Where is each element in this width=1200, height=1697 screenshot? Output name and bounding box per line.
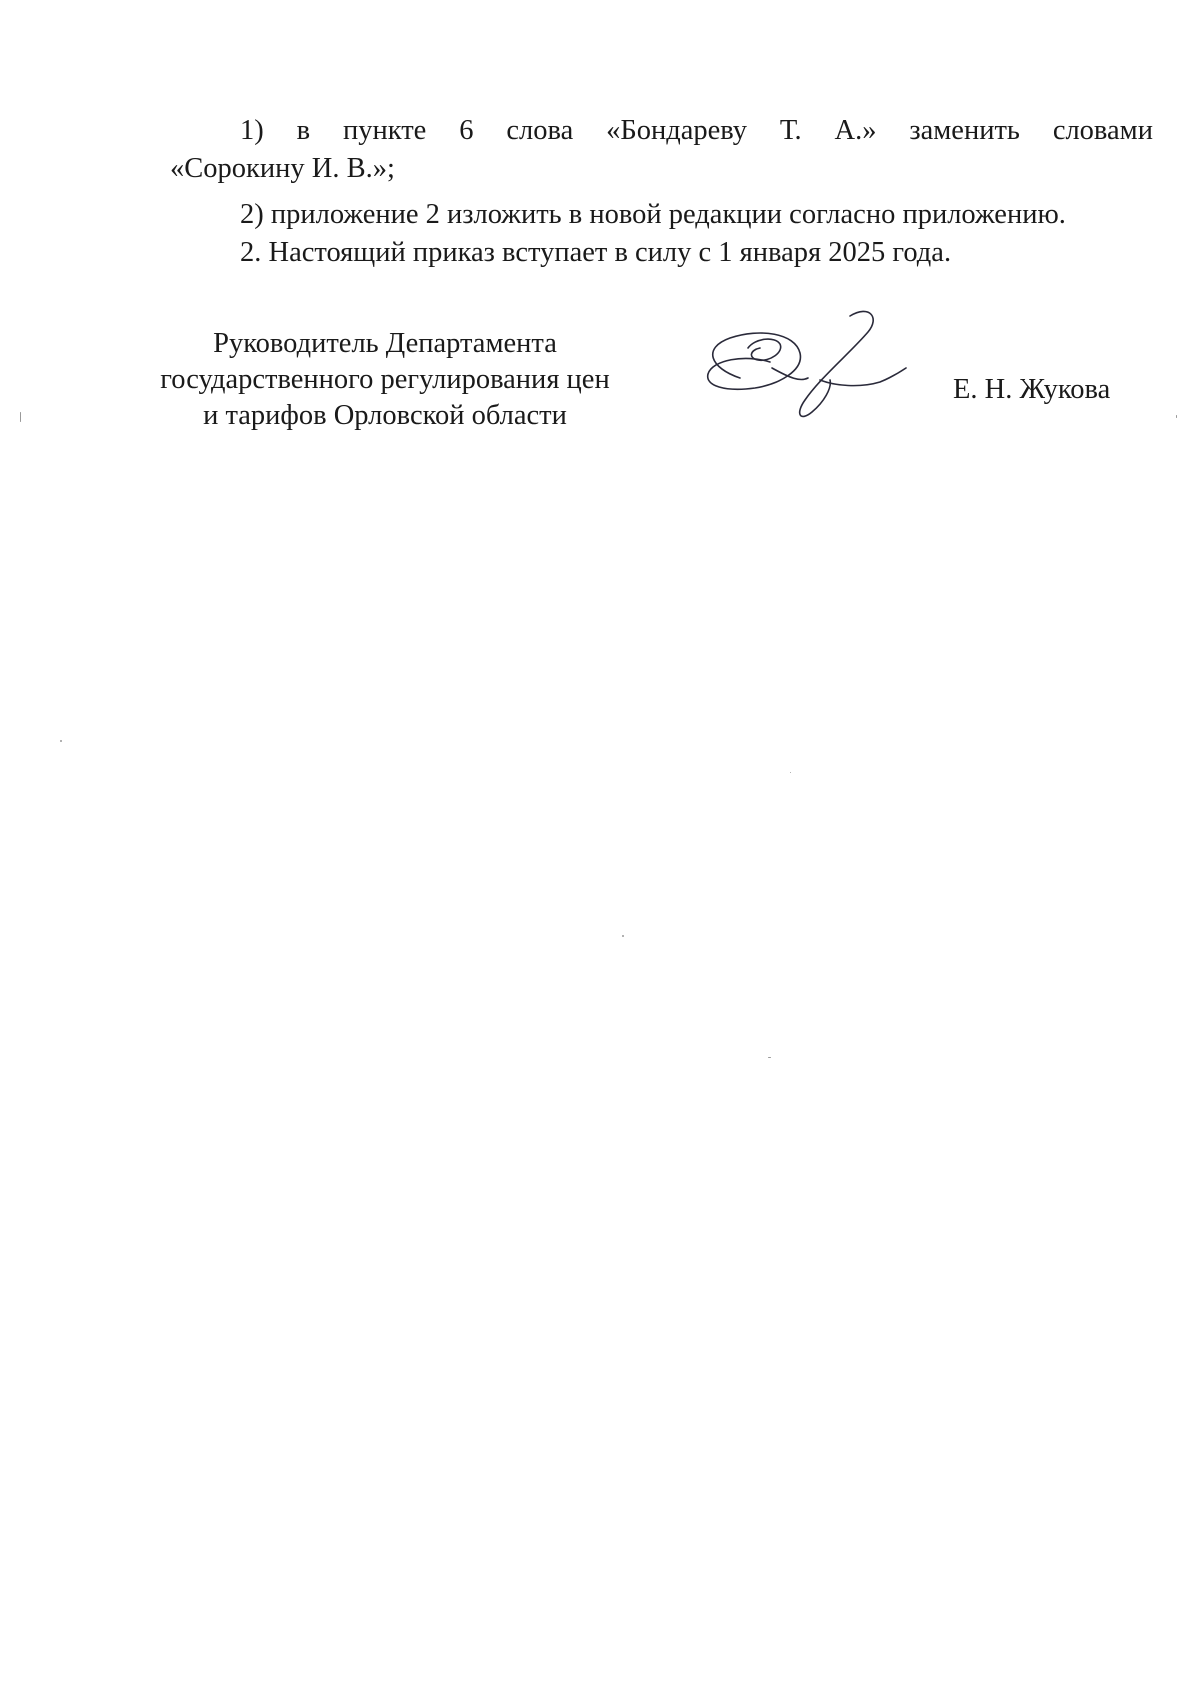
paragraph-effective-date: 2. Настоящий приказ вступает в силу с 1 января 2025 года. [240, 237, 952, 268]
word: в [296, 115, 311, 146]
word: словами [1052, 115, 1153, 146]
position-line: Руководитель Департамента [213, 328, 557, 359]
word: 6 [459, 115, 474, 146]
scan-artifact [790, 772, 791, 773]
scan-artifact [1176, 415, 1177, 418]
paragraph-amendment-1 [170, 112, 1153, 150]
word: Т. [779, 115, 802, 146]
scan-artifact [60, 740, 62, 742]
word: А.» [834, 115, 877, 146]
position-line: и тарифов Орловской области [203, 400, 567, 431]
scan-artifact [622, 935, 624, 937]
paragraph-1-line-1 [240, 112, 1153, 150]
word: слова [506, 115, 574, 146]
paragraph-1-line-2: «Сорокину И. В.»; [170, 153, 395, 184]
scan-artifact [768, 1057, 771, 1058]
position-line: государственного регулирования цен [160, 364, 610, 395]
signatory-position [150, 326, 620, 434]
paragraph-amendment-2: 2) приложение 2 изложить в новой редакции согласно приложению. [240, 199, 1066, 230]
word: «Бондареву [606, 115, 748, 146]
scan-artifact [20, 412, 21, 422]
word: пункте [343, 115, 427, 146]
handwritten-signature [700, 308, 910, 428]
word: 1) [240, 115, 264, 146]
signer-name: Е. Н. Жукова [953, 374, 1111, 405]
word: заменить [909, 115, 1020, 146]
